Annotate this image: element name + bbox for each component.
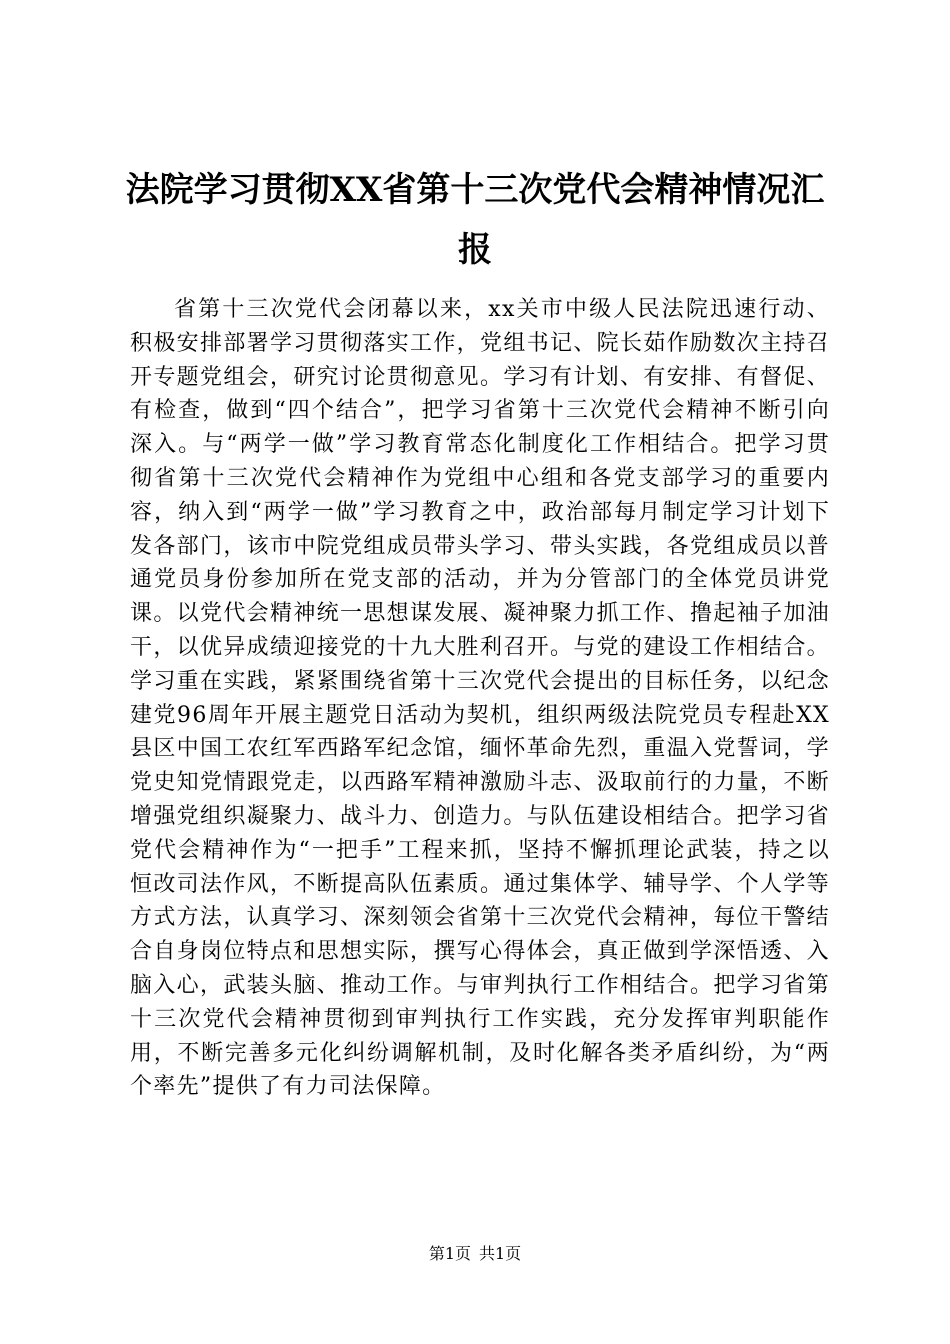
page-total: 共1页 [479,1244,522,1263]
document-body: 省第十三次党代会闭幕以来，xx关市中级人民法院迅速行动、积极安排部署学习贯彻落实工作，党组书记、院长茹作励数次主持召开专题党组会，研究讨论贯彻意见。学习有计划、有安排、有督促、有检查，做到“四个结合”，把学习省第十三次党代会精神不断引向深入。与“两学一做”学习教育常态化制度化工作相结合。把学习贯彻省第十三次党代会精神作为党组中心组和各党支部学习的重要内容，纳入到“两学一做”学习教育之中，政治部每月制定学习计划下发各部门，该市中院党组成员带头学习、带头实践，各党组成员以普通党员身份参加所在党支部的活动，并为分管部门的全体党员讲党课。以党代会精神统一思想谋发展、凝神聚力抓工作、撸起袖子加油干，以优异成绩迎接党的十九大胜利召开。与党的建设工作相结合。学习重在实践，紧紧围绕省第十三次党代会提出的目标任务，以纪念建党96周年开展主题党日活动为契机，组织两级法院党员专程赴XX县区中国工农红军西路军纪念馆，缅怀革命先烈，重温入党誓词，学党史知党情跟党走，以西路军精神激励斗志、汲取前行的力量，不断增强党组织凝聚力、战斗力、创造力。与队伍建设相结合。把学习省党代会精神作为“一把手”工程来抓，坚持不懈抓理论武装，持之以恒改司法作风，不断提高队伍素质。通过集体学、辅导学、个人学等方式方法，认真学习、深刻领会省第十三次党代会精神，每位干警结合自身岗位特点和思想实际，撰写心得体会，真正做到学深悟透、入脑入心，武装头脑、推动工作。与审判执行工作相结合。把学习省第十三次党代会精神贯彻到审判执行工作实践，充分发挥审判职能作用，不断完善多元化纠纷调解机制，及时化解各类矛盾纠纷，为“两个率先”提供了有力司法保障。 [130,297,830,1100]
document-title: 法院学习贯彻XX省第十三次党代会精神情况汇报 [125,170,825,270]
page-footer [0,1242,950,1266]
page-number: 第1页 [428,1244,471,1263]
